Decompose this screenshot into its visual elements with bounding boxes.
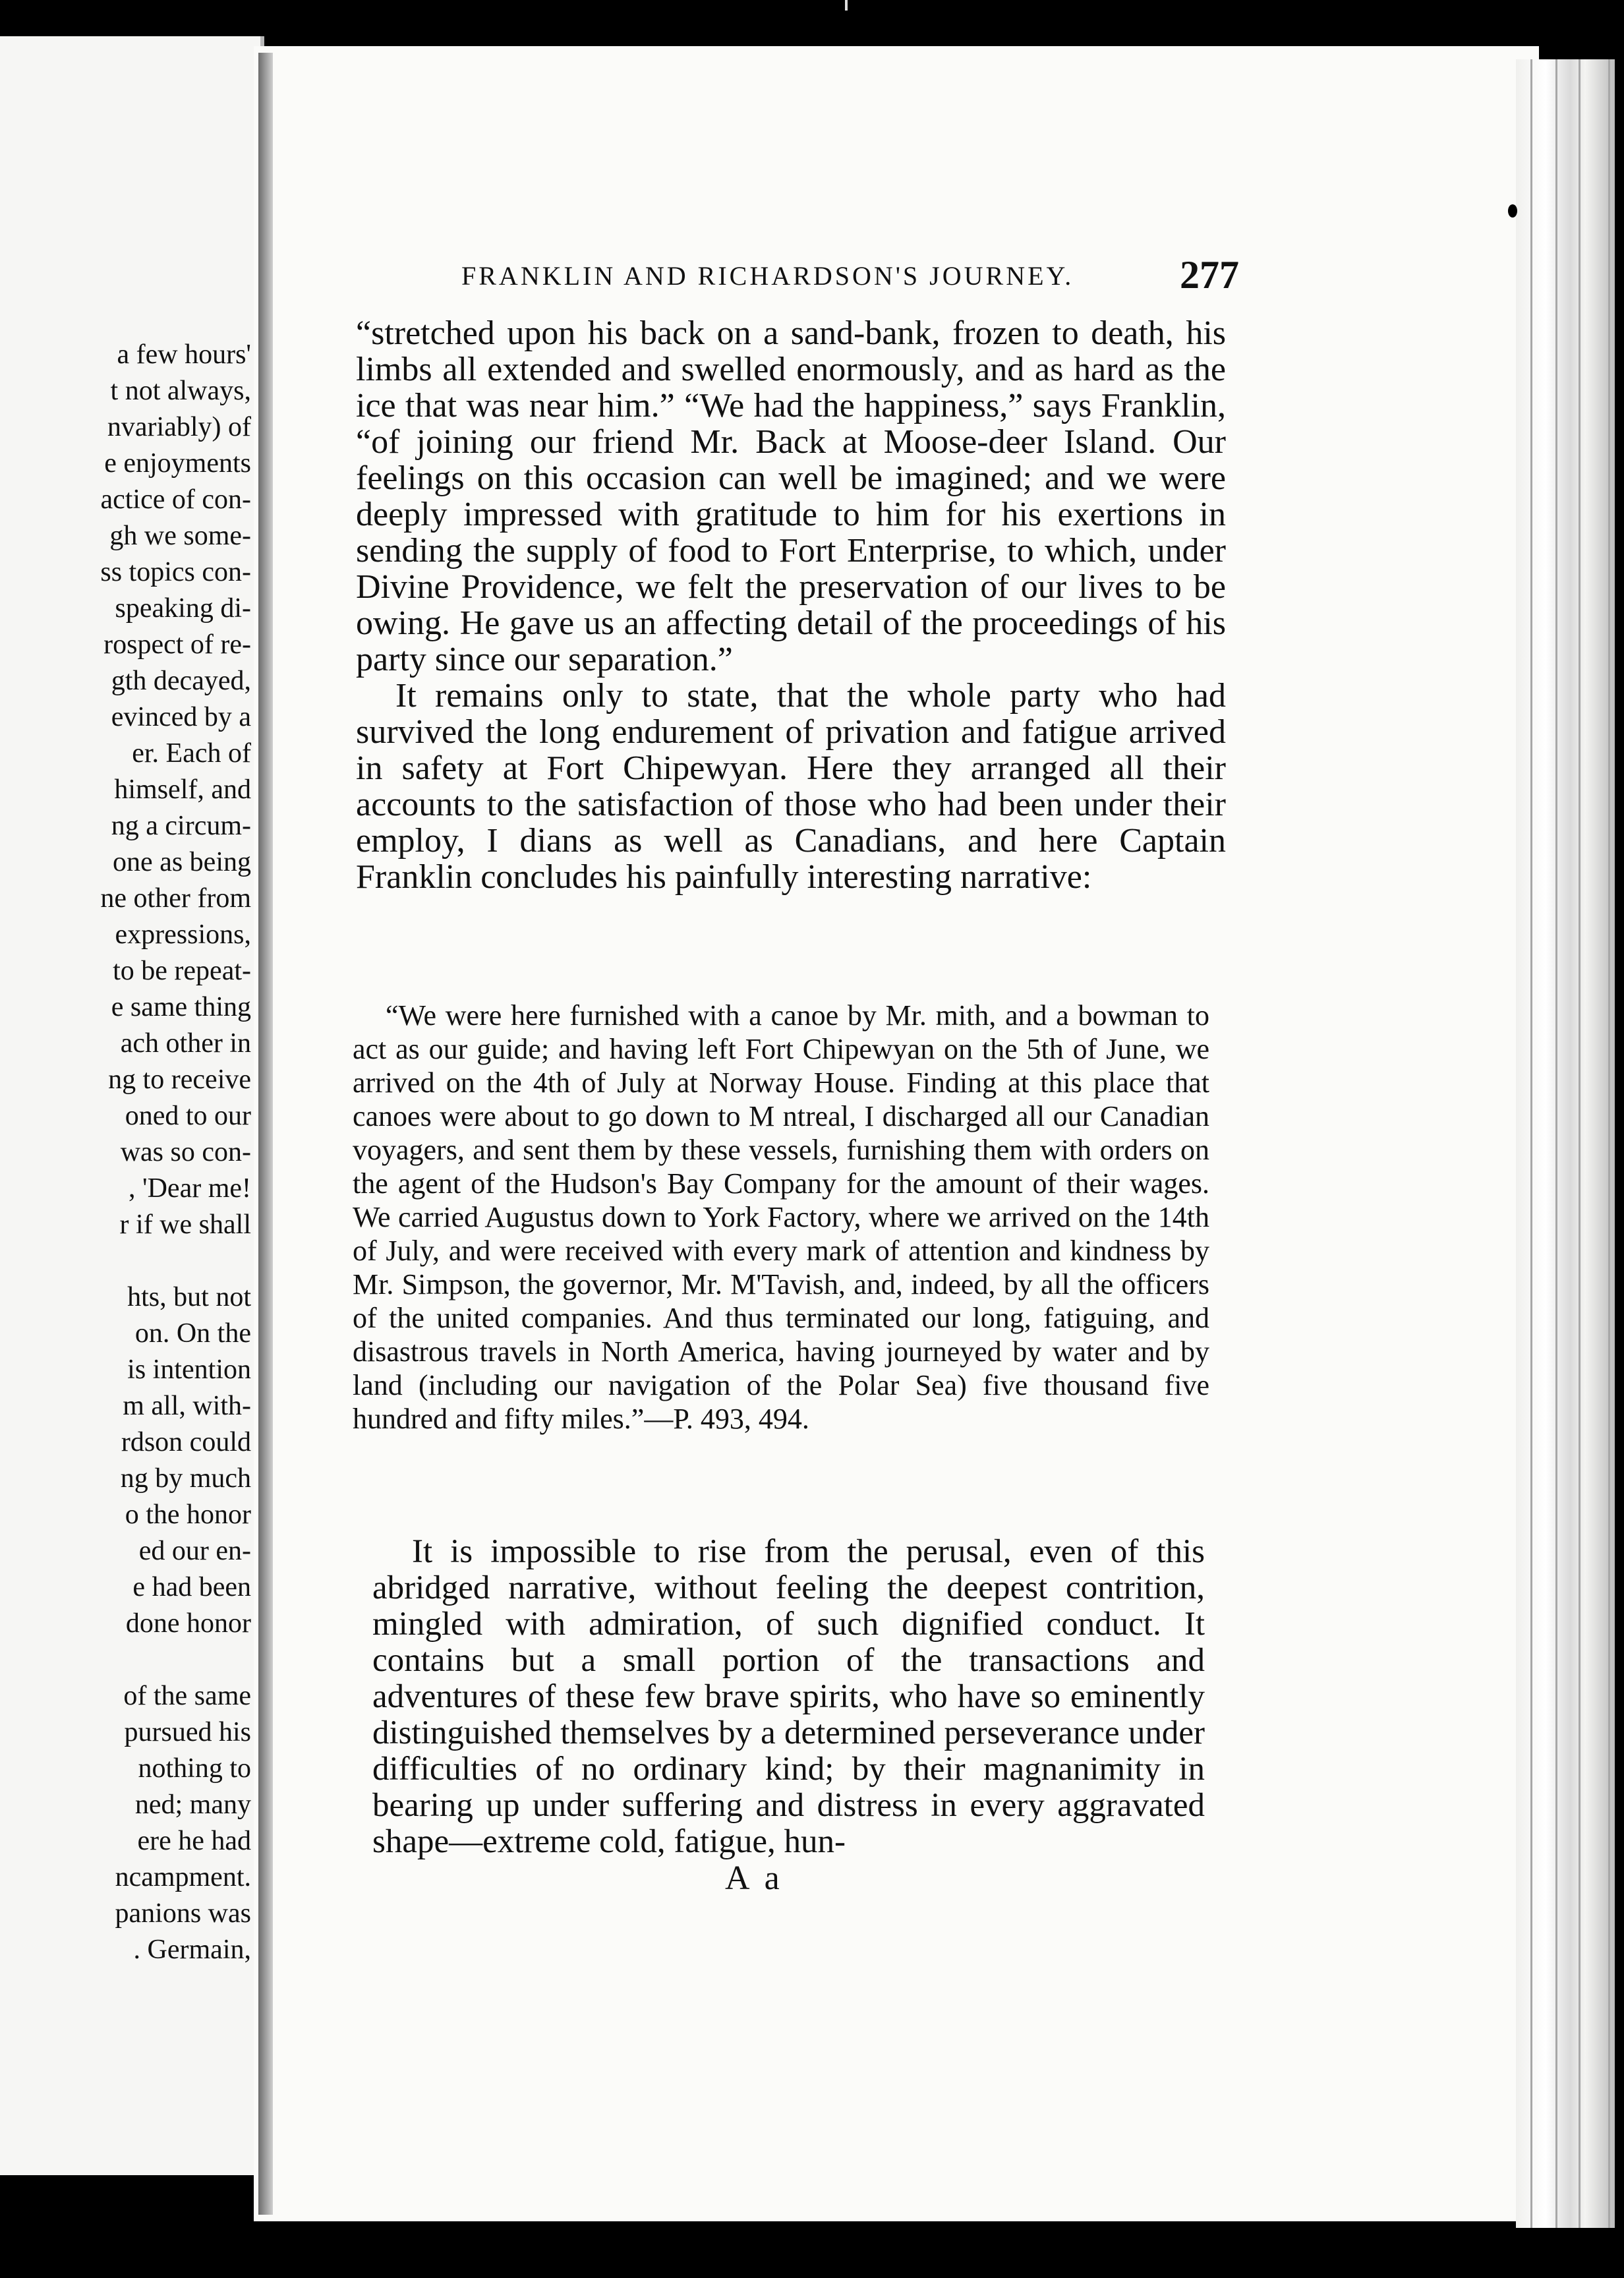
- signature-mark: A a: [725, 1859, 784, 1897]
- previous-page-line: o the honor: [125, 1500, 251, 1530]
- previous-page-line: one as being: [113, 847, 251, 877]
- previous-page-line: e same thing: [111, 992, 251, 1022]
- previous-page-line: [1, 1243, 251, 1279]
- previous-page-line: r if we shall: [119, 1210, 251, 1240]
- main-text-top: [356, 315, 1226, 895]
- page-number: 277: [1180, 253, 1239, 297]
- paragraph-1: “stretched upon his back on a sand-bank, frozen to death, his limbs all extended and swelled enormously, and as hard as the ice that was near him.” “We had the happiness,” says Franklin, “of joining our friend Mr. Back at Moose-deer Island. Our feelings on this occasion can well be imagined; and we were deeply impressed with gratitude to him for his exertions in sending the supply of food to Fort Enterprise, to which, under Divine Providence, we felt the preservation of our lives to be owing. He gave us an affecting detail of the proceedings of his party since our separation.”: [356, 314, 1226, 678]
- previous-page-line: , 'Dear me!: [129, 1173, 251, 1204]
- paragraph-3: It is impossible to rise from the perusal, even of this abridged narrative, without feeling the deepest contrition, mingled with admiration, of such dignified conduct. It contains but a small portion of the transactions and adventures of these few brave spirits, who have so eminently distinguished themselves by a determined perseverance under difficulties of no ordinary kind; by their magnanimity in bearing up under suffering and distress in every aggravated shape—extreme cold, fatigue, hun-: [372, 1533, 1205, 1860]
- previous-page-line: ss topics con-: [100, 557, 251, 587]
- previous-page-line: nothing to: [138, 1753, 251, 1784]
- previous-page-line: rospect of re-: [103, 629, 251, 660]
- running-header: [461, 253, 1239, 297]
- previous-page-line: of the same: [123, 1681, 251, 1711]
- previous-page-line: expressions,: [115, 920, 251, 950]
- running-title: FRANKLIN AND RICHARDSON'S JOURNEY.: [461, 261, 1074, 291]
- previous-page-line: e had been: [132, 1572, 251, 1602]
- previous-page-line: speaking di-: [115, 593, 251, 624]
- quote-text: “We were here furnished with a canoe by Mr. mith, and a bowman to act as our guide; and having left Fort Chipewyan on the 5th of June, we arrived on the 4th of July at Norway House. Finding at this place that canoes were about to go down to M ntreal, I discharged all our Canadian voyagers, and sent them by these vessels, furnishing them with orders on the agent of the Hudson's Bay Company for the amount of their wages. We carried Augustus down to York Factory, where we arrived on the 14th of July, and were received with every mark of attention and kindness by Mr. Simpson, the governor, Mr. M'Tavish, and, indeed, by all the officers of the united companies. And thus terminated our long, fatiguing, and disastrous travels in North America, having journeyed by water and by land (including our navigation of the Polar Sea) five thousand five hundred and fifty miles.”—P. 493, 494.: [353, 999, 1209, 1435]
- previous-page-line: actice of con-: [100, 484, 251, 515]
- previous-page-line: evinced by a: [111, 702, 251, 732]
- paragraph-2: It remains only to state, that the whole party who had survived the long endurement of privation and fatigue arrived in safety at Fort Chipewyan. Here they arranged all their accounts to the satisfaction of those who had been under their employ, I dians as well as Canadians, and here Captain Franklin concludes his painfully interesting narrative:: [356, 677, 1226, 896]
- book-gutter: [258, 53, 273, 2215]
- previous-page-line: pursued his: [124, 1717, 251, 1747]
- previous-page-line: on. On the: [134, 1318, 251, 1349]
- previous-page-line: ned; many: [134, 1790, 251, 1820]
- previous-page-line: gth decayed,: [111, 666, 251, 696]
- previous-page-text: [1, 337, 251, 1968]
- previous-page-line: e enjoyments: [104, 448, 251, 479]
- block-quote: [353, 999, 1209, 1436]
- previous-page-line: ed our en-: [138, 1536, 251, 1566]
- top-margin-mark: [845, 0, 848, 11]
- previous-page-line: ng to receive: [108, 1065, 251, 1095]
- previous-page-line: hts, but not: [127, 1282, 251, 1312]
- previous-page-line: m all, with-: [123, 1391, 251, 1421]
- previous-page-line: ng by much: [120, 1463, 251, 1494]
- previous-page-line: t not always,: [110, 376, 251, 406]
- previous-page-line: rdson could: [121, 1427, 251, 1457]
- previous-page-line: ne other from: [100, 883, 251, 914]
- previous-page-line: gh we some-: [109, 521, 251, 551]
- ink-spot: [1508, 204, 1517, 218]
- previous-page-line: ere he had: [137, 1826, 251, 1856]
- previous-page-line: ng a circum-: [111, 811, 251, 841]
- previous-page-line: oned to our: [125, 1101, 251, 1131]
- previous-page-line: is intention: [127, 1355, 251, 1385]
- previous-page-line: panions was: [115, 1898, 251, 1929]
- previous-page-line: done honor: [125, 1608, 251, 1639]
- page-edges: [1516, 59, 1615, 2228]
- previous-page-line: er. Each of: [132, 738, 251, 769]
- previous-page: [0, 36, 264, 2175]
- previous-page-line: a few hours': [117, 339, 251, 370]
- previous-page-line: was so con-: [120, 1137, 251, 1167]
- previous-page-line: [1, 1642, 251, 1678]
- previous-page-line: nvariably) of: [107, 412, 251, 442]
- previous-page-line: ach other in: [120, 1028, 251, 1059]
- main-text-bottom: [372, 1534, 1205, 1860]
- previous-page-line: ncampment.: [115, 1862, 251, 1892]
- previous-page-line: to be repeat-: [113, 956, 251, 986]
- previous-page-line: . Germain,: [133, 1935, 251, 1965]
- previous-page-line: himself, and: [114, 774, 251, 805]
